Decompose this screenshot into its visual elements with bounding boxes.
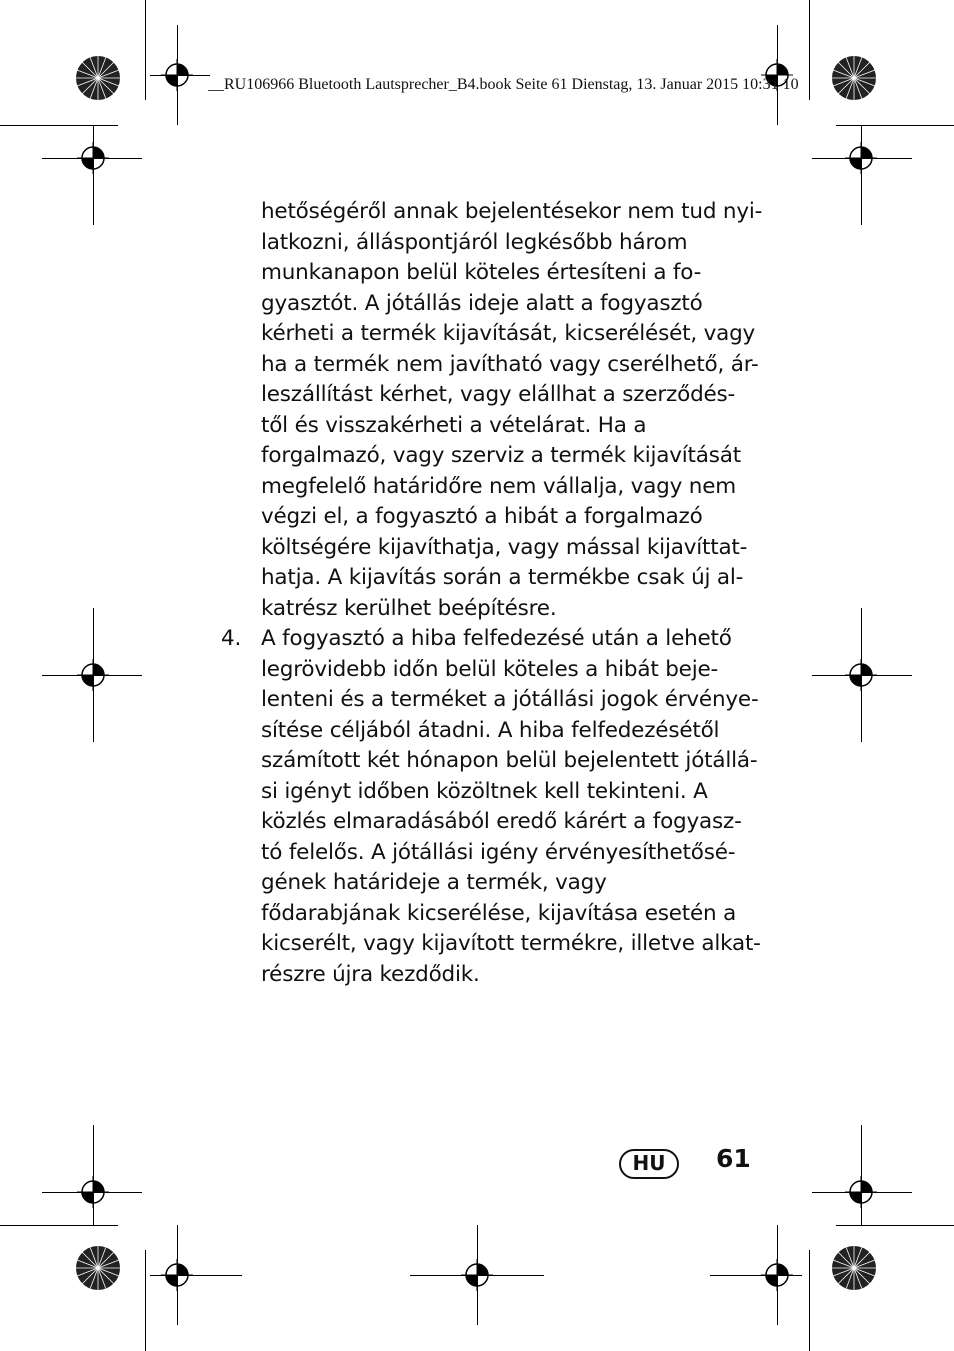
starburst-target-icon [75, 1245, 121, 1291]
text-line: kérheti a termék kijavítását, kicserélését, vagy [261, 321, 756, 346]
body-text [221, 197, 781, 990]
language-badge: HU [619, 1149, 679, 1179]
text-line: munkanapon belül köteles értesíteni a fo- [261, 260, 702, 285]
registration-mark-icon [761, 1259, 793, 1291]
crop-line [145, 1250, 146, 1351]
text-line: gyasztót. A jótállás ideje alatt a fogyasztó [261, 290, 703, 316]
text-line: költségére kijavíthatja, vagy mással kijavíttat- [261, 534, 748, 560]
text-line: közlés elmaradásából eredő kárért a fogyasz- [261, 809, 742, 834]
crop-line [836, 1225, 954, 1226]
text-line: hatja. A kijavítás során a termékbe csak új al- [261, 565, 744, 590]
text-line: részre újra kezdődik. [261, 961, 480, 987]
text-line: sítése céljából átadni. A hiba felfedezésétől [261, 717, 720, 743]
list-item-number: 4. [221, 626, 242, 651]
text-line: katrész kerülhet beépítésre. [261, 595, 557, 621]
continuation-paragraph [261, 197, 781, 624]
print-slug-header: __RU106966 Bluetooth Lautsprecher_B4.book Seite 61 Dienstag, 13. Januar 2015 10:31 10 [208, 76, 799, 93]
text-line: kicserélt, vagy kijavított termékre, illetve alkat- [261, 931, 761, 956]
crop-line [861, 125, 862, 225]
registration-mark-icon [77, 1176, 109, 1208]
text-line: végzi el, a fogyasztó a hibát a forgalmazó [261, 504, 703, 529]
registration-mark-icon [77, 659, 109, 691]
page-number: 61 [716, 1144, 751, 1173]
registration-mark-icon [161, 1259, 193, 1291]
text-line: latkozni, álláspontjáról legkésőbb három [261, 229, 688, 255]
text-line: leszállítást kérhet, vagy elállhat a szerződés- [261, 382, 736, 407]
registration-mark-icon [845, 1176, 877, 1208]
registration-mark-icon [845, 659, 877, 691]
registration-mark-icon [161, 59, 193, 91]
registration-mark-icon [461, 1259, 493, 1291]
crop-line [861, 1125, 862, 1225]
crop-line [809, 1250, 810, 1351]
text-line: hetőségéről annak bejelentésekor nem tud nyi- [261, 199, 763, 224]
text-line: től és visszakérheti a vételárat. Ha a [261, 412, 647, 438]
text-line: si igényt időben közöltnek kell tekinteni. A [261, 778, 708, 804]
registration-mark-icon [845, 142, 877, 174]
text-line: tó felelős. A jótállási igény érvényesíthetősé- [261, 839, 736, 865]
text-line: lenteni és a terméket a jótállási jogok érvénye- [261, 687, 759, 712]
text-line: gének határideje a termék, vagy [261, 870, 607, 895]
crop-line [93, 125, 94, 225]
text-line: forgalmazó, vagy szerviz a termék kijavítását [261, 443, 741, 468]
text-line: számított két hónapon belül bejelentett jótállá- [261, 748, 758, 773]
text-line: fődarabjának kicserélése, kijavítása esetén a [261, 900, 737, 926]
starburst-target-icon [75, 55, 121, 101]
registration-mark-icon [77, 142, 109, 174]
crop-line [145, 0, 146, 100]
starburst-target-icon [831, 55, 877, 101]
crop-line [0, 125, 118, 126]
crop-line [836, 125, 954, 126]
text-line: legrövidebb időn belül köteles a hibát beje- [261, 656, 719, 682]
crop-line [0, 1225, 118, 1226]
text-line: megfelelő határidőre nem vállalja, vagy nem [261, 473, 736, 499]
crop-line [93, 1125, 94, 1225]
text-line: ha a termék nem javítható vagy cserélhető, ár- [261, 351, 759, 377]
starburst-target-icon [831, 1245, 877, 1291]
list-item-4 [221, 624, 781, 990]
text-line: A fogyasztó a hiba felfedezésé után a lehető [261, 626, 732, 651]
crop-line [809, 0, 810, 100]
